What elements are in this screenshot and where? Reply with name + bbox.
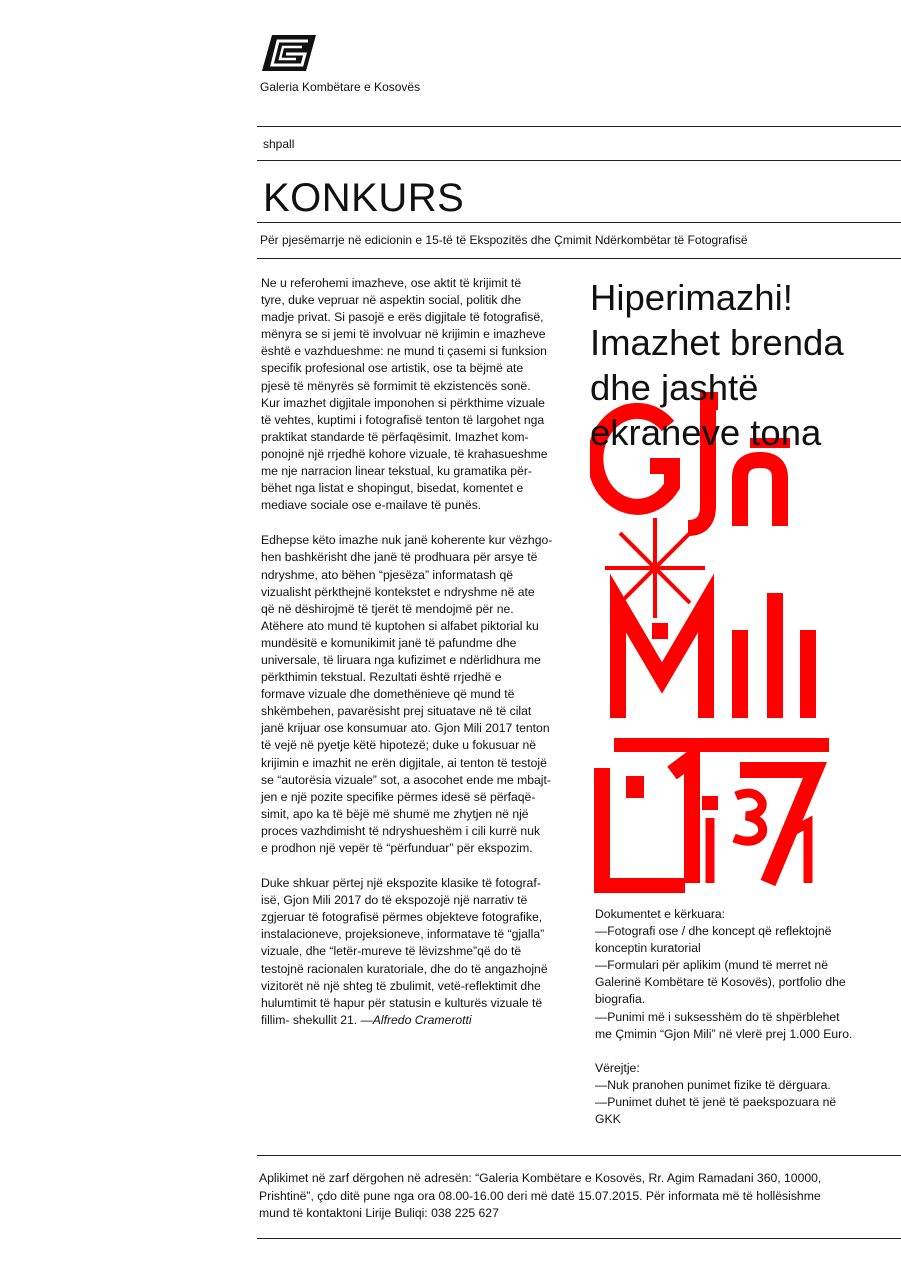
poster-letter-m [618,603,706,718]
requirement-line: konceptin kuratorial [595,941,701,956]
text-line: Ne u referohemi imazheve, ose aktit të krijimit të [261,276,522,290]
text-line: specifik profesional ose artistik, ose ta bëjmë ate [261,361,524,376]
body-text [261,275,566,1047]
divider [257,1155,901,1156]
divider [257,1238,901,1239]
poster-digit-3 [734,793,763,841]
body-paragraph-1 [261,275,566,514]
text-line: instalacioneve, projeksioneve, informatave të “gjalla” [261,927,545,942]
text-line: përkthimin tekstual. Rezultati është rrjedhë e [261,670,502,685]
footer-line: Prishtinë”, çdo ditë pune nga ora 08.00-16.00 deri më datë 15.07.2015. Për informata më të hollësishme [259,1188,821,1203]
poster-dot [626,776,644,798]
text-fragment: fillim- shekullit 21. — [261,1012,373,1027]
text-line: të vehtes, kuptimi i fotografisë tenton të largohet nga [261,412,545,427]
text-line: universale, të liruara nga kufizimet e ndërlidhura me [261,652,541,667]
text-line: se “autorësia vizuale” sot, a asocohet ende me mbajt- [261,772,551,787]
poster-dot [702,796,718,810]
author-name: Alfredo Cramerotti [372,1012,472,1027]
body-paragraph-2 [261,532,566,857]
note-line: —Punimet duhet të jenë të paekspozuara në [595,1094,837,1109]
page-subtitle: Për pjesëmarrje në edicionin e 15-të të Ekspozitës dhe Çmimit Ndërkombëtar të Fotografisë [260,233,748,247]
poster-dot [732,630,748,646]
text-line: pjesë të mënyrës së formimit të ekzistencës sonë. [261,378,531,393]
text-line: praktikat standarde të përfaqësimit. Imazhet kom- [261,429,529,444]
text-line: Kur imazhet digjitale imponohen si përkthime vizuale [261,395,545,410]
note-line: GKK [595,1112,621,1127]
text-line: testojnë racionalen kuratoriale, dhe do të angazhojnë [261,961,548,976]
text-line: krijimin e imazhit ne erën digjitale, ai tenton të testojë [261,755,547,770]
divider [257,160,901,161]
section-tag: shpall [263,137,295,151]
requirement-line: —Punimi më i suksesshëm do të shpërblehet [595,1009,840,1024]
poster-digit-1-small [795,823,808,883]
gallery-logo-icon [262,35,316,71]
footer-text [259,1170,899,1223]
headline-line: ekraneve tona [590,412,822,453]
text-line: jen e një pozite specifike përmes idesë së përfaqë- [261,789,536,804]
page-title: KONKURS [263,176,465,220]
text-line: Duke shkuar përtej një ekspozite klasike të fotograf- [261,876,541,891]
text-line: ndryshme, ato bëhen “pjesëza” informatash që [261,567,514,582]
org-name: Galeria Kombëtare e Kosovës [260,80,421,94]
text-line: që në dëshirojmë të tjerët të mendojmë për ne. [261,601,514,616]
text-line: isë, Gjon Mili 2017 do të ekspozojë një narrativ të [261,893,528,908]
text-line: mundësitë e komunikimit janë të pafundme dhe [261,635,517,650]
poster-dot [800,630,816,646]
note-line: —Nuk pranohen punimet fizike të dërguara. [595,1077,831,1092]
text-line: vizitorët në një shteg të zbulimit, vetë-reflektimit dhe [261,978,541,993]
text-line: vizuale, dhe “letër-mureve të lëvizshme”që do të [261,944,522,959]
requirement-line: —Fotografi ose / dhe koncept që reflektojnë [595,924,832,939]
text-line: tyre, duke vepruar në aspektin social, politik dhe [261,293,522,308]
poster-letter-n [740,460,780,526]
text-line: është e vazhdueshme: ne mund ti çasemi si funksion [261,344,547,359]
requirement-line: biografia. [595,992,646,1007]
text-line: Edhepse këto imazhe nuk janë koherente kur vëzhgo- [261,533,553,548]
text-line: e prodhon një vepër të “përfunduar” për ekspozim. [261,841,533,855]
headline-line: dhe jashtë [590,367,759,408]
text-line: Atëhere ato mund të kuptohen si alfabet piktorial ku [261,618,539,633]
divider [257,222,901,223]
text-line: zgjeruar të fotografisë përmes objekteve fotografike, [261,910,543,925]
text-line: me nje narracion linear tekstual, ku gramatika për- [261,464,532,479]
poster-headline [590,275,890,455]
divider [257,126,901,127]
requirements-heading: Dokumentet e kërkuara: [595,907,726,921]
poster-bar [614,738,829,752]
text-line: simit, apo ka të bëjë më shumë me zhytjen në një [261,806,529,821]
text-line: të vejë në pyetje këtë hipotezë; duke u fokusuar në [261,738,537,753]
text-line: proces vazhdimisht të ndryshueshëm i cili kurrë nuk [261,823,541,838]
requirements [595,906,895,1128]
text-line: vizualisht përkthejnë kontekstet e ndryshme në ate [261,584,535,599]
text-line: mediave sociale ose e-mailave të punës. [261,498,482,513]
text-line: mënyra se si jemi të involvuar në krijimin e imazheve [261,327,546,342]
body-paragraph-3 [261,875,566,1029]
text-line: ponojnë një rrjedhë kohore vizuale, të krahasueshme [261,446,548,461]
poster-digit-1 [672,758,692,883]
requirement-line: —Formulari për aplikim (mund të merret në [595,958,828,973]
text-line: shkëmbehen, pavarësisht prej situatave në të cilat [261,704,532,719]
poster-artwork [590,378,830,893]
headline-line: Hiperimazhi! [590,277,793,318]
headline-line: Imazhet brenda [590,322,844,363]
text-line [261,1012,566,1029]
text-line: hulumtimit të hapur për statusin e kulturës vizuale të [261,995,543,1010]
notes-heading: Vërejtje: [595,1060,640,1075]
text-line: bëhet nga listat e shopingut, bisedat, komentet e [261,481,524,496]
text-line: formave vizuale dhe domethënieve që mund të [261,687,515,702]
requirement-line: Galerinë Kombëtare të Kosovës), portfolio dhe [595,975,846,990]
footer-line: Aplikimet në zarf dërgohen në adresën: “Galeria Kombëtare e Kosovës, Rr. Agim Ramadani 360, 10000, [259,1171,822,1185]
text-line: janë krijuar ose konsumuar ato. Gjon Mili 2017 tenton [261,721,550,736]
requirement-line: me Çmimin “Gjon Mili” në vlerë prej 1.000 Euro. [595,1026,853,1041]
footer-line: mund të kontaktoni Lirije Buliqi: 038 225 627 [259,1206,499,1220]
text-line: hen bashkërisht dhe janë të prodhuara për arsye të [261,550,538,565]
spacer [595,1043,895,1060]
divider [257,258,901,259]
text-line: madje privat. Si pasojë e erës digjitale të fotografisë, [261,310,544,325]
poster-dot [652,623,668,639]
